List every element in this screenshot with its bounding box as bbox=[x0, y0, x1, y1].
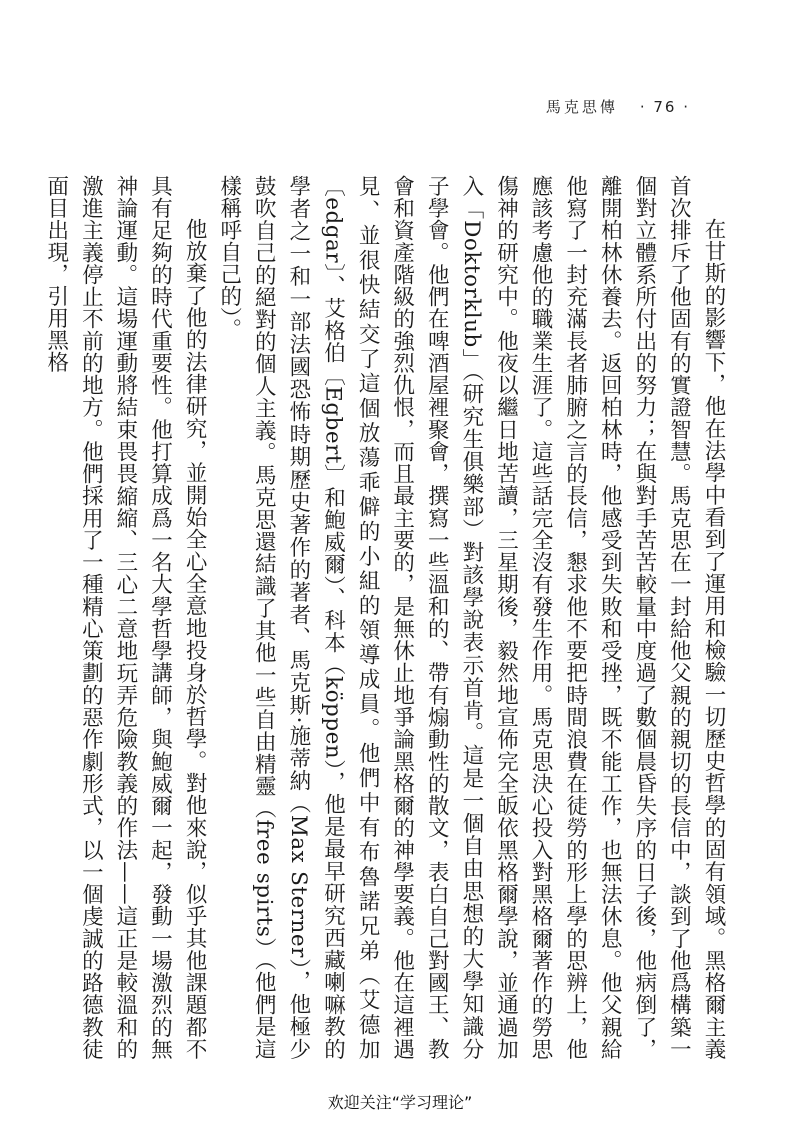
paragraph: 在甘斯的影響下，他在法學中看到了運用和檢驗一切歷史哲學的固有領域。黑格爾主義首次排斥了他固有的實證智慧。馬克思在一封給他父親的親切的長信中，談到了他爲構築一個對立體系所付出的努力；在與對手苦苦較量中度過了數個晨昏失序的日子後，他病倒了，離開柏林休養去。返回柏林時，他感受到失敗和受挫，既不能工作，也無法休息。他父親給他寫了一封充滿長者肺腑之言的長信，懇求他不要把時間浪費在徒勞的形上學的思辨上，他應該考慮他的職業生涯了。這些話完全沒有發生作用。馬克思決心投入對黑格爾著作的勞思傷神的研究中。他夜以繼日地苦讀，三星期後，毅然地宣佈完全皈依黑格爾學說，並通過加入「Doktorklub」（研究生俱樂部）對該學說表示首肯。這是一個自由思想的大學知識分子學會。他們在啤酒屋裡聚會，撰寫一些溫和的、帶有煽動性的散文，表白自己對國王、教會和資產階級的強烈仇恨，而且最主要的，是無休止地爭論黑格爾的神學要義。他在這裡遇見、並很快結交了這個放蕩乖僻的小組的領導成員。他們中有布魯諾兄弟（艾德加〔edgar〕、艾格伯〔Egbert〕和鮑威爾）、科本（köppen），他是最早研究西藏喇嘛教的學者之一和一部法國恐怖時期歷史著作的著者、馬克斯·施蒂納（Max Sterner），他極少鼓吹自己的絕對的個人主義。馬克思還結識了其他一些自由精靈（free spirts）（他們是這樣稱呼自己的）。 bbox=[216, 175, 726, 1060]
running-header bbox=[546, 96, 690, 117]
footer-watermark: 欢迎关注“学习理论” bbox=[327, 1093, 473, 1112]
body-text bbox=[43, 175, 730, 1060]
book-title: 馬克思傳 bbox=[545, 98, 618, 116]
paragraph: 他放棄了他的法律研究，並開始全心全意地投身於哲學。對他來說，似乎其他課題都不具有足夠的時代重要性。他打算成爲一名大學哲學講師，與鮑威爾一起，發動一場激烈的無神論運動。這場運動將結束畏畏縮縮、三心二意地玩弄危險教義的作法——這正是較溫和的激進主義停止不前的地方。他們採用了一種精心策劃的惡作劇形式，以一個虔誠的路德教徒面目出現，引用黑格 bbox=[43, 175, 208, 1060]
page-number: · 76 · bbox=[639, 98, 690, 116]
